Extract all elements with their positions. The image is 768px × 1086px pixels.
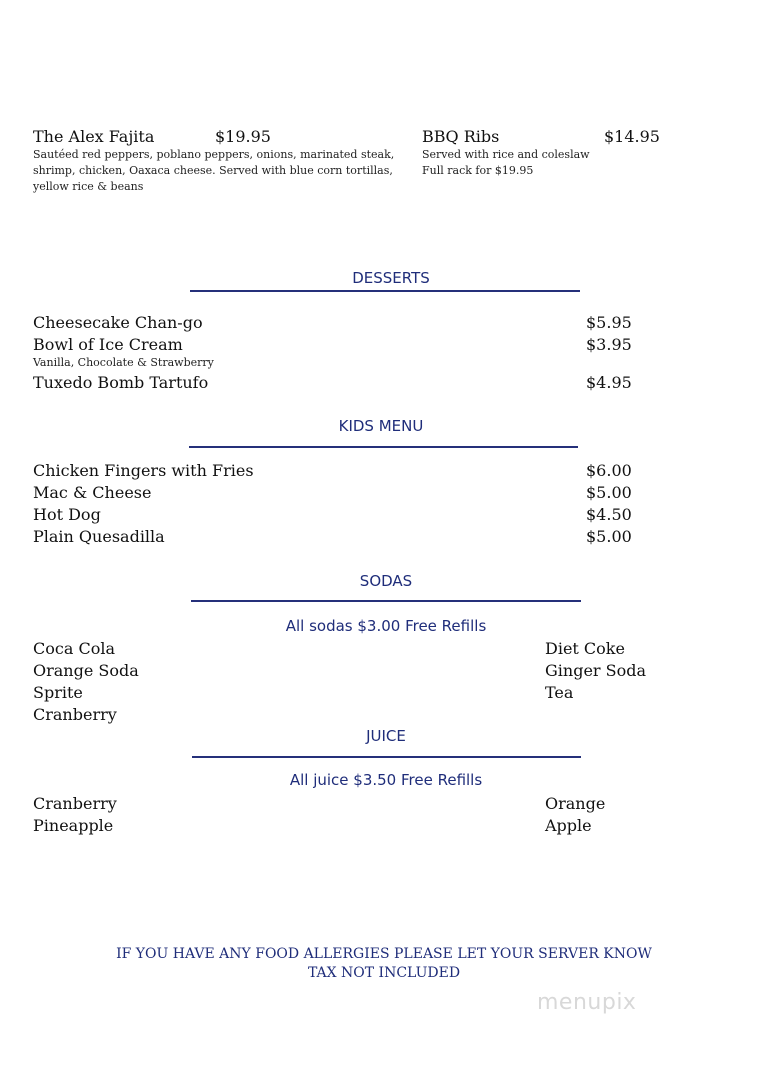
dessert-item-price: $4.95 (586, 373, 632, 392)
soda-item: Tea (545, 683, 574, 702)
sodas-price-note: All sodas $3.00 Free Refills (285, 617, 487, 635)
kids-item-price: $5.00 (586, 527, 632, 546)
kids-item-price: $6.00 (586, 461, 632, 480)
kids-item-name: Plain Quesadilla (33, 527, 165, 546)
dessert-item-note: Vanilla, Chocolate & Strawberry (33, 356, 214, 369)
ribs-note-fullrack: Full rack for $19.95 (422, 164, 534, 177)
fajita-name: The Alex Fajita (33, 127, 155, 146)
ribs-name: BBQ Ribs (422, 127, 500, 146)
soda-item: Diet Coke (545, 639, 625, 658)
juice-item: Cranberry (33, 794, 117, 813)
juice-item: Orange (545, 794, 606, 813)
soda-item: Orange Soda (33, 661, 139, 680)
dessert-item-name: Bowl of Ice Cream (33, 335, 183, 354)
soda-item: Ginger Soda (545, 661, 647, 680)
ribs-price: $14.95 (604, 127, 660, 146)
soda-item: Cranberry (33, 705, 117, 724)
kids-item-name: Hot Dog (33, 505, 101, 524)
dessert-item-name: Tuxedo Bomb Tartufo (33, 373, 209, 392)
juice-item: Pineapple (33, 816, 114, 835)
kids-menu-divider (189, 446, 578, 448)
juice-title: JUICE (366, 727, 406, 745)
sodas-title: SODAS (359, 572, 413, 590)
tax-notice: TAX NOT INCLUDED (307, 965, 461, 981)
dessert-item-price: $3.95 (586, 335, 632, 354)
juice-divider (192, 756, 581, 758)
watermark-logo: menupix (537, 990, 637, 1015)
juice-item: Apple (545, 816, 592, 835)
kids-item-price: $4.50 (586, 505, 632, 524)
kids-menu-title: KIDS MENU (338, 417, 424, 435)
kids-item-price: $5.00 (586, 483, 632, 502)
dessert-item-name: Cheesecake Chan-go (33, 313, 203, 332)
kids-item-name: Mac & Cheese (33, 483, 152, 502)
desserts-divider (190, 290, 580, 292)
desserts-title: DESSERTS (352, 269, 430, 287)
sodas-divider (191, 600, 581, 602)
soda-item: Coca Cola (33, 639, 115, 658)
soda-item: Sprite (33, 683, 83, 702)
fajita-price: $19.95 (215, 127, 271, 146)
kids-item-name: Chicken Fingers with Fries (33, 461, 254, 480)
allergy-notice: IF YOU HAVE ANY FOOD ALLERGIES PLEASE LET YOUR SERVER KNOW (116, 946, 652, 962)
fajita-description: Sautéed red peppers, poblano peppers, onions, marinated steak, shrimp, chicken, Oaxaca cheese. Served with blue corn tortillas, yellow rice & beans (33, 148, 395, 193)
dessert-item-price: $5.95 (586, 313, 632, 332)
juice-price-note: All juice $3.50 Free Refills (289, 771, 483, 789)
ribs-note-rice: Served with rice and coleslaw (422, 148, 590, 161)
